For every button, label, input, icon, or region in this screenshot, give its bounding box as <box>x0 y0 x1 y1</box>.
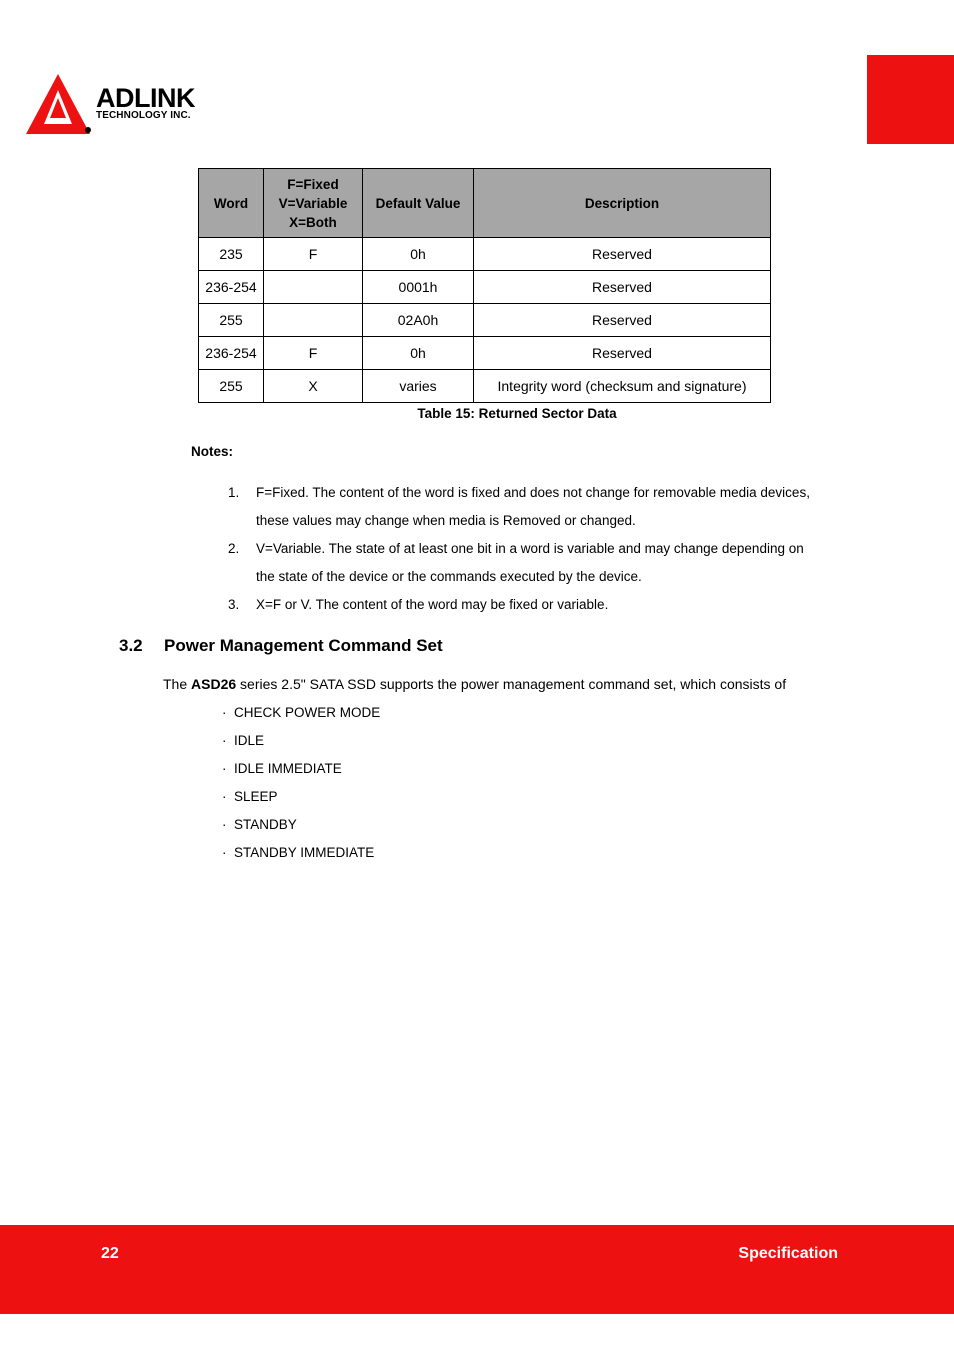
cell-type: X <box>264 370 363 403</box>
table-row <box>199 271 771 304</box>
note-line: X=F or V. The content of the word may be fixed or variable. <box>256 597 609 612</box>
returned-sector-data-table <box>198 168 771 403</box>
table-caption: Table 15: Returned Sector Data <box>417 406 617 421</box>
cell-description: Reserved <box>474 238 771 271</box>
table-row <box>199 370 771 403</box>
cell-description: Integrity word (checksum and signature) <box>474 370 771 403</box>
list-item: · IDLE IMMEDIATE <box>222 755 380 783</box>
list-item: · SLEEP <box>222 783 380 811</box>
bullet-icon: · <box>222 733 227 748</box>
table-row <box>199 238 771 271</box>
bullet-icon: · <box>222 817 227 832</box>
table-row <box>199 304 771 337</box>
note-line: the state of the device or the commands executed by the device. <box>256 569 642 584</box>
cell-default: 0001h <box>363 271 474 304</box>
cell-default: 0h <box>363 337 474 370</box>
bullet-icon: · <box>222 705 227 720</box>
table-header-row <box>199 169 771 238</box>
bullet-icon: · <box>222 789 227 804</box>
cell-description: Reserved <box>474 271 771 304</box>
section-number: 3.2 <box>119 636 143 655</box>
corner-red-tab <box>867 55 954 144</box>
bullet-icon: · <box>222 761 227 776</box>
header-default-value: Default Value <box>363 169 474 238</box>
note-line: V=Variable. The state of at least one bit in a word is variable and may change depending on <box>256 541 804 556</box>
note-number: 2. <box>228 541 240 556</box>
cell-word: 236-254 <box>199 271 264 304</box>
page-number: 22 <box>101 1245 119 1262</box>
note-item <box>228 479 848 535</box>
notes-label: Notes: <box>191 444 234 459</box>
product-name: ASD26 <box>191 676 237 692</box>
note-number: 1. <box>228 485 240 500</box>
cell-default: 02A0h <box>363 304 474 337</box>
page-footer <box>0 1225 954 1314</box>
cell-type: F <box>264 238 363 271</box>
cell-word: 236-254 <box>199 337 264 370</box>
notes-list <box>228 479 848 619</box>
list-item: · STANDBY <box>222 811 380 839</box>
note-item <box>228 591 848 619</box>
cell-word: 235 <box>199 238 264 271</box>
header-fvx: F=Fixed V=Variable X=Both <box>264 169 363 238</box>
header-word: Word <box>199 169 264 238</box>
cell-default: 0h <box>363 238 474 271</box>
list-item: · CHECK POWER MODE <box>222 699 380 727</box>
logo-name: ADLINK <box>96 83 195 113</box>
cell-word: 255 <box>199 370 264 403</box>
note-item <box>228 535 848 591</box>
cell-description: Reserved <box>474 337 771 370</box>
logo-subtitle: TECHNOLOGY INC. <box>96 110 191 121</box>
bullet-icon: · <box>222 845 227 860</box>
cell-type <box>264 271 363 304</box>
adlink-logo <box>26 72 236 138</box>
header-description: Description <box>474 169 771 238</box>
cell-description: Reserved <box>474 304 771 337</box>
section-title: Power Management Command Set <box>164 636 443 655</box>
section-intro: The ASD26 series 2.5" SATA SSD supports the power management command set, which consists of <box>163 676 787 692</box>
list-item: · STANDBY IMMEDIATE <box>222 839 380 867</box>
note-number: 3. <box>228 597 240 612</box>
logo-triangle-icon <box>26 72 92 138</box>
command-list <box>222 699 380 867</box>
cell-type: F <box>264 337 363 370</box>
list-item: · IDLE <box>222 727 380 755</box>
note-line: these values may change when media is Removed or changed. <box>256 513 636 528</box>
cell-word: 255 <box>199 304 264 337</box>
cell-type <box>264 304 363 337</box>
note-line: F=Fixed. The content of the word is fixed and does not change for removable media devices, <box>256 485 810 500</box>
footer-title: Specification <box>738 1245 838 1262</box>
cell-default: varies <box>363 370 474 403</box>
table-row <box>199 337 771 370</box>
